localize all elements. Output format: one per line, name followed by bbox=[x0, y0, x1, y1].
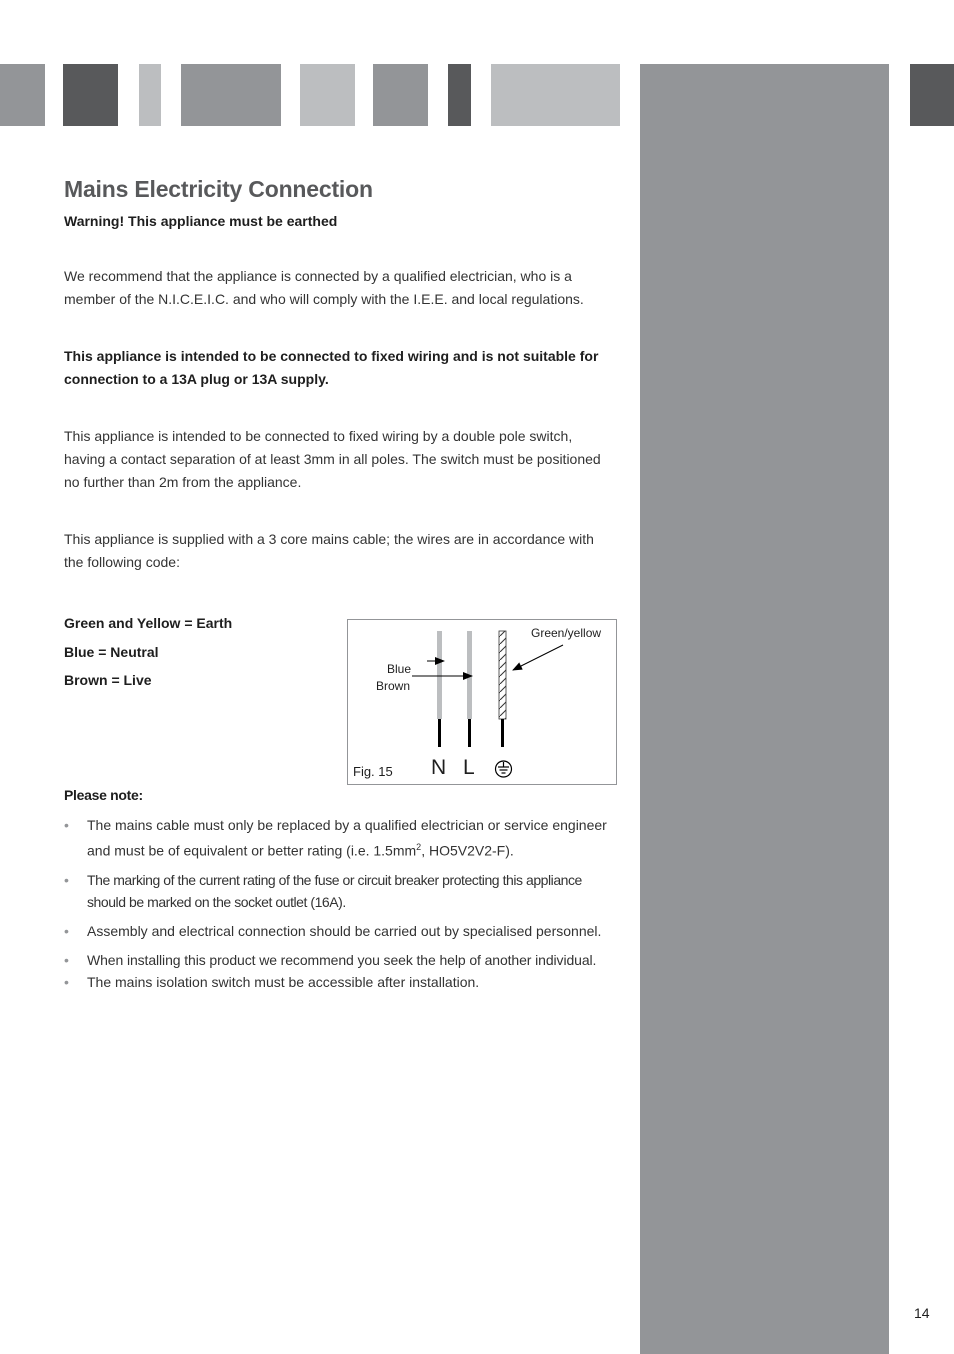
header-block-4 bbox=[181, 64, 281, 126]
earth-warning: Warning! This appliance must be earthed bbox=[64, 213, 338, 229]
paragraph-double-pole-switch: This appliance is intended to be connected to fixed wiring by a double pole switch, having a contact separation of at least 3mm in all poles. The switch must be positioned no further than 2m from the appliance. bbox=[64, 428, 601, 490]
arrow-green-yellow bbox=[513, 645, 563, 670]
header-block-5 bbox=[300, 64, 355, 126]
note-text: The marking of the current rating of the fuse or circuit breaker protecting this appliance should be marked on the socket outlet (16A). bbox=[87, 871, 582, 910]
code-neutral: Blue = Neutral bbox=[64, 644, 159, 660]
header-block-1 bbox=[0, 64, 45, 126]
figure-caption: Fig. 15 bbox=[353, 764, 393, 779]
bullet-icon: • bbox=[64, 973, 69, 990]
note-text: Assembly and electrical connection should be carried out by specialised personnel. bbox=[87, 922, 602, 939]
list-item bbox=[64, 920, 620, 942]
label-blue: Blue bbox=[387, 662, 412, 676]
terminal-l: L bbox=[463, 756, 475, 779]
header-block-9 bbox=[910, 64, 954, 126]
code-live: Brown = Live bbox=[64, 672, 152, 688]
side-panel bbox=[640, 64, 889, 1354]
label-green-yellow: Green/yellow bbox=[531, 626, 602, 640]
page-number: 14 bbox=[914, 1305, 930, 1321]
terminal-n: N bbox=[431, 756, 447, 779]
paragraph-electrician: We recommend that the appliance is connected by a qualified electrician, who is a member of the N.I.C.E.I.C. and who will comply with the I.E.E. and local regulations. bbox=[64, 268, 584, 307]
bullet-icon: • bbox=[64, 817, 69, 833]
note-text: When installing this product we recommend you seek the help of another individual. bbox=[87, 951, 597, 968]
bullet-icon: • bbox=[64, 871, 69, 888]
header-block-3 bbox=[139, 64, 161, 126]
note-superscript: 2 bbox=[416, 842, 422, 852]
note-text: , HO5V2V2-F). bbox=[421, 842, 514, 859]
neutral-wire bbox=[437, 631, 442, 747]
list-item bbox=[64, 949, 620, 971]
note-text: The mains isolation switch must be accessible after installation. bbox=[87, 973, 480, 990]
list-item bbox=[64, 869, 620, 913]
list-item bbox=[64, 814, 620, 862]
notes-list bbox=[64, 814, 620, 993]
wiring-figure bbox=[347, 619, 617, 785]
note-text: The mains cable must only be replaced by a qualified electrician or service engineer and must be of equivalent or better rating (i.e. 1.5mm bbox=[87, 817, 607, 859]
notes-title: Please note: bbox=[64, 787, 143, 803]
header-block-8 bbox=[491, 64, 620, 126]
wiring-diagram bbox=[348, 620, 615, 783]
paragraph-cable-code: This appliance is supplied with a 3 core mains cable; the wires are in accordance with the following code: bbox=[64, 531, 594, 570]
bullet-icon: • bbox=[64, 951, 69, 968]
live-wire bbox=[467, 631, 472, 747]
list-item bbox=[64, 971, 620, 993]
header-block-7 bbox=[448, 64, 471, 126]
code-earth: Green and Yellow = Earth bbox=[64, 615, 233, 631]
earth-wire bbox=[499, 631, 506, 747]
paragraph-fixed-wiring-warning: This appliance is intended to be connected to fixed wiring and is not suitable for connection to a 13A plug or 13A supply. bbox=[64, 348, 599, 387]
main-content bbox=[64, 176, 616, 574]
earth-symbol-icon bbox=[496, 761, 512, 777]
header-block-2 bbox=[63, 64, 118, 126]
bullet-icon: • bbox=[64, 922, 69, 939]
page-title: Mains Electricity Connection bbox=[64, 176, 373, 202]
header-block-6 bbox=[373, 64, 428, 126]
label-brown: Brown bbox=[376, 679, 411, 693]
